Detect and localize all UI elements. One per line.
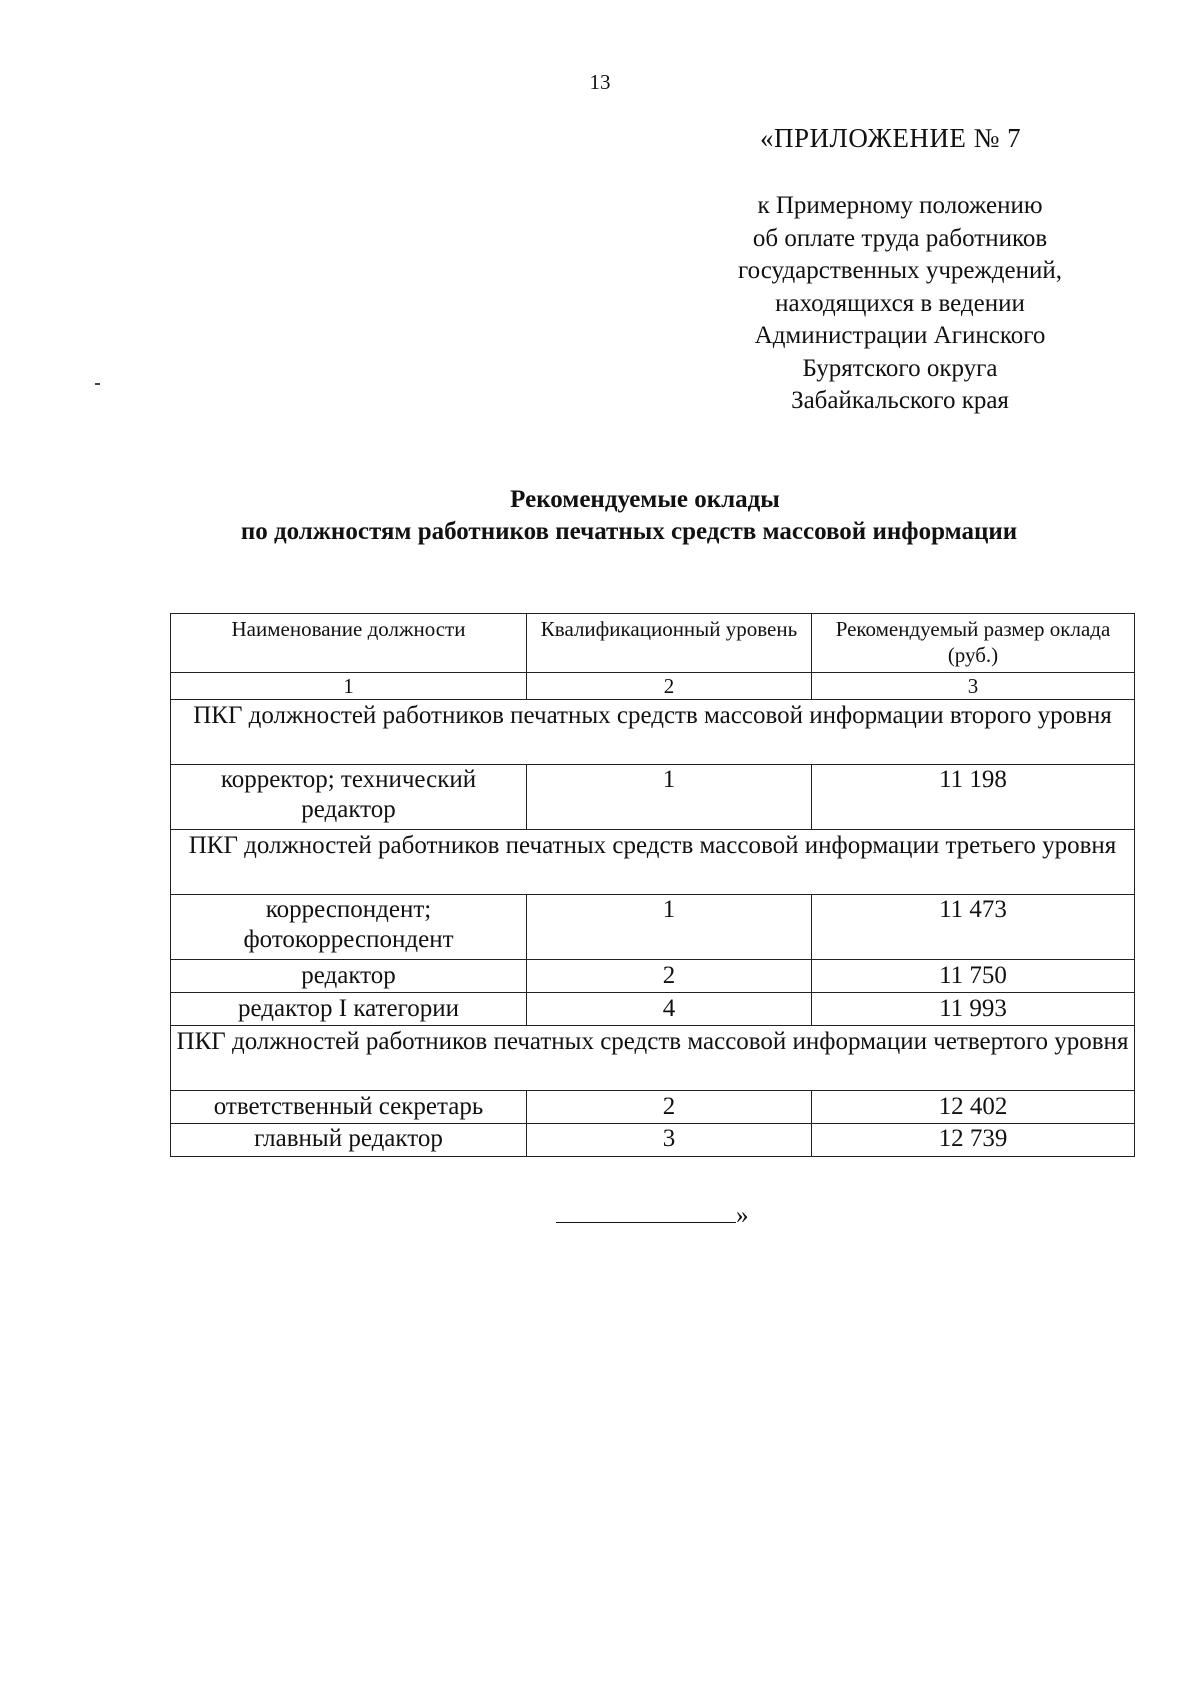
heading-line-2: по должностям работников печатных средств массовой информации <box>240 518 1018 545</box>
signature-underline <box>556 1222 736 1223</box>
table-row <box>171 765 1135 830</box>
position-cell: редактор I категории <box>171 993 527 1026</box>
level-cell: 1 <box>527 765 812 830</box>
group-title: ПКГ должностей работников печатных средств массовой информации четвертого уровня <box>171 1026 1135 1091</box>
appendix-line: к Примерному положению <box>757 192 1043 219</box>
scan-mark <box>95 383 100 385</box>
table-row <box>171 960 1135 993</box>
group-row <box>171 1026 1135 1091</box>
table-row <box>171 1091 1135 1124</box>
appendix-line: Бурятского округа <box>802 354 998 382</box>
group-row <box>171 830 1135 895</box>
closing-line <box>556 1202 749 1230</box>
position-cell: редактор <box>171 960 527 993</box>
table-row <box>171 993 1135 1026</box>
header-position: Наименование должности <box>171 614 527 673</box>
salary-cell: 11 473 <box>812 895 1135 960</box>
column-number: 3 <box>812 673 1135 700</box>
header-salary: Рекомендуемый размер оклада (руб.) <box>812 614 1135 673</box>
document-heading <box>0 484 1200 548</box>
level-cell: 1 <box>527 895 812 960</box>
heading-line-1: Рекомендуемые оклады <box>510 486 780 513</box>
salary-cell: 12 402 <box>812 1091 1135 1124</box>
header-level: Квалификационный уровень <box>527 614 812 673</box>
appendix-line: государственных учреждений, <box>738 257 1062 284</box>
table-row <box>171 1124 1135 1157</box>
appendix-subtitle <box>700 190 1100 418</box>
level-cell: 4 <box>527 993 812 1026</box>
salary-table <box>170 613 1135 1157</box>
appendix-line: находящихся в ведении <box>775 289 1025 317</box>
appendix-line: Забайкальского края <box>791 387 1009 414</box>
page-number: 13 <box>589 70 611 94</box>
level-cell: 3 <box>527 1124 812 1157</box>
group-title: ПКГ должностей работников печатных средств массовой информации третьего уровня <box>171 830 1135 895</box>
level-cell: 2 <box>527 960 812 993</box>
salary-cell: 12 739 <box>812 1124 1135 1157</box>
column-number-row <box>171 673 1135 700</box>
salary-cell: 11 198 <box>812 765 1135 830</box>
appendix-line: об оплате труда работников <box>752 224 1048 252</box>
appendix-title: «ПРИЛОЖЕНИЕ № 7 <box>760 123 1022 153</box>
position-cell: корреспондент; фотокорреспондент <box>171 895 527 960</box>
position-cell: корректор; технический редактор <box>171 765 527 830</box>
closing-quote: » <box>736 1202 749 1229</box>
group-row <box>171 700 1135 765</box>
salary-cell: 11 993 <box>812 993 1135 1026</box>
salary-cell: 11 750 <box>812 960 1135 993</box>
table-row <box>171 895 1135 960</box>
position-cell: главный редактор <box>171 1124 527 1157</box>
column-number: 2 <box>527 673 812 700</box>
appendix-line: Администрации Агинского <box>754 322 1046 349</box>
level-cell: 2 <box>527 1091 812 1124</box>
group-title: ПКГ должностей работников печатных средств массовой информации второго уровня <box>171 700 1135 765</box>
column-number: 1 <box>171 673 527 700</box>
table-header-row <box>171 614 1135 673</box>
position-cell: ответственный секретарь <box>171 1091 527 1124</box>
